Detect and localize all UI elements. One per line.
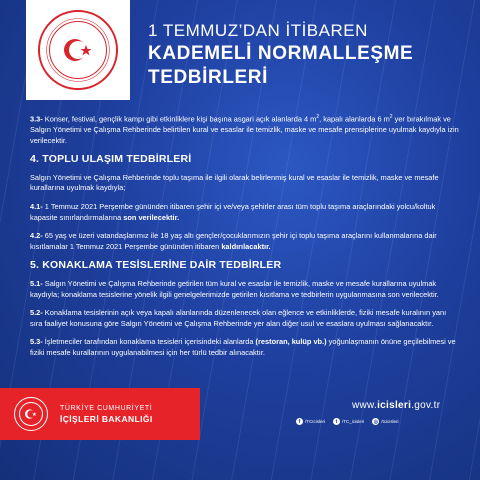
title-line-1: 1 TEMMUZ’DAN İTİBAREN [148,21,368,40]
emphasis-text: kaldırılacaktır. [221,241,271,251]
twitter-icon: t [333,418,340,425]
title-line-3: TEDBİRLERİ [148,67,268,88]
title-line-2: KADEMELİ NORMALLEŞME [148,43,414,64]
paragraph-text: Konaklama tesislerinin açık veya kapalı alanlarında düzenlenecek olan eğlence ve etkinliklerde, fiziki mesafe kuralının yanı sıra faaliyet konusuna göre Salgın Yönetimi ve Çalışma Rehberinde yer alan diğer usul ve esaslara uyulması sağlanacaktır. [30,308,447,328]
superscript: 2 [389,114,393,120]
website-link[interactable] [352,400,440,411]
paragraph-text: 65 yaş ve üzeri vatandaşlarımız ile 18 yaş altı gençler/çocuklarımızın şehir içi toplu taşıma araçlarını kullanmalarına dair kısıtlamalar 1 Temmuz 2021 Perşembe gününden itibaren [30,231,437,251]
section-4-heading: 4. TOPLU ULAŞIM TEDBİRLERİ [30,153,192,166]
footer-brand [0,388,200,440]
paragraph-text: İşletmeciler tarafından konaklama tesisleri içerisindeki alanlarda [42,337,256,347]
paragraph-text: , kapalı alanlarda 6 m [319,114,390,124]
social-facebook[interactable] [296,418,325,425]
paragraph-text: yer bırakılmak ve Salgın Yönetimi ve Çalışma Rehberinde belirtilen kural ve esaslar ile temizlik, maske ve mesafe prensiplerine uyulmak kaydıyla izin verilecektir. [30,114,459,145]
website-main: icisleri [377,400,412,411]
paragraph-4-1 [30,202,460,223]
footer-line-1: TÜRKİYE CUMHURİYETİ [60,405,153,412]
section-5-heading: 5. KONAKLAMA TESİSLERİNE DAİR TEDBİRLER [30,259,282,272]
social-links [296,418,399,425]
paragraph-number: 4.1- [30,202,43,212]
paragraph-text: 1 Temmuz 2021 Perşembe gününden itibaren şehir içi ve/veya şehirler arası tüm toplu taşıma araçlarındaki yolcu/koltuk kapasite sınırlandırmalarına [30,202,436,222]
logo-panel [26,0,130,100]
paragraph-number: 5.1- [30,279,43,288]
ministry-seal [38,10,118,90]
paragraph-text: Salgın Yönetimi ve Çalışma Rehberinde getirilen tüm kural ve esaslar ile temizlik, maske ve mesafe kurallarına uyulmak kaydıyla; konaklama tesislerine yönelik ilgili genelgelerimizde getirilen kısıtlama ve tedbirlerin uygulanmasına son verilecektir. [30,279,439,299]
paragraph-text: yoğunlaşmanın önüne geçilebilmesi ve fiziki mesafe kurallarının uygulanabilmesi için her türlü tedbir alınacaktır. [30,337,456,357]
social-handle: /TC_icisleri [342,419,365,424]
facebook-icon: f [296,418,303,425]
social-handle: /tcicisleri [381,419,399,424]
footer-line-2: İÇİŞLERİ BAKANLIĞI [60,414,153,424]
paragraph-number: 5.2- [30,308,43,318]
seal-ring [40,12,116,88]
social-handle: /TCIcisleri [305,419,325,424]
paragraph-5-2 [30,308,460,329]
paragraph-number: 4.2- [30,231,43,241]
main-content [30,112,460,367]
crescent-star-icon [23,406,39,422]
emphasis-text: (restoran, kulüp vb.) [255,337,327,347]
superscript: 2 [316,114,320,120]
paragraph-number: 3.3- [30,114,43,124]
website-domain: .gov.tr [411,400,441,411]
paragraph-number: 5.3- [30,337,43,347]
website-prefix: www. [352,400,378,411]
paragraph-3-3 [30,112,460,146]
paragraph-5-3 [30,337,460,358]
instagram-icon: ◎ [373,418,378,425]
emphasis-text: son verilecektir. [123,212,180,222]
footer-ministry-name [60,403,153,425]
paragraph-5-1 [30,279,460,300]
section-4-intro: Salgın Yönetimi ve Çalışma Rehberinde toplu taşıma ile ilgili olarak belirlenmiş kural ve esaslar ile temizlik, maske ve mesafe kurallarına uyulmak kaydıyla; [30,172,439,193]
social-instagram[interactable] [372,418,398,425]
paragraph-text: Konser, festival, gençlik kampı gibi etkinliklere kişi başına asgari açık alanlarda 4 m [42,114,317,124]
social-twitter[interactable] [333,418,364,425]
footer-seal-icon [14,397,48,431]
page-title [148,20,468,90]
paragraph-4-2 [30,231,460,252]
footer-seal-emblem [19,402,43,426]
